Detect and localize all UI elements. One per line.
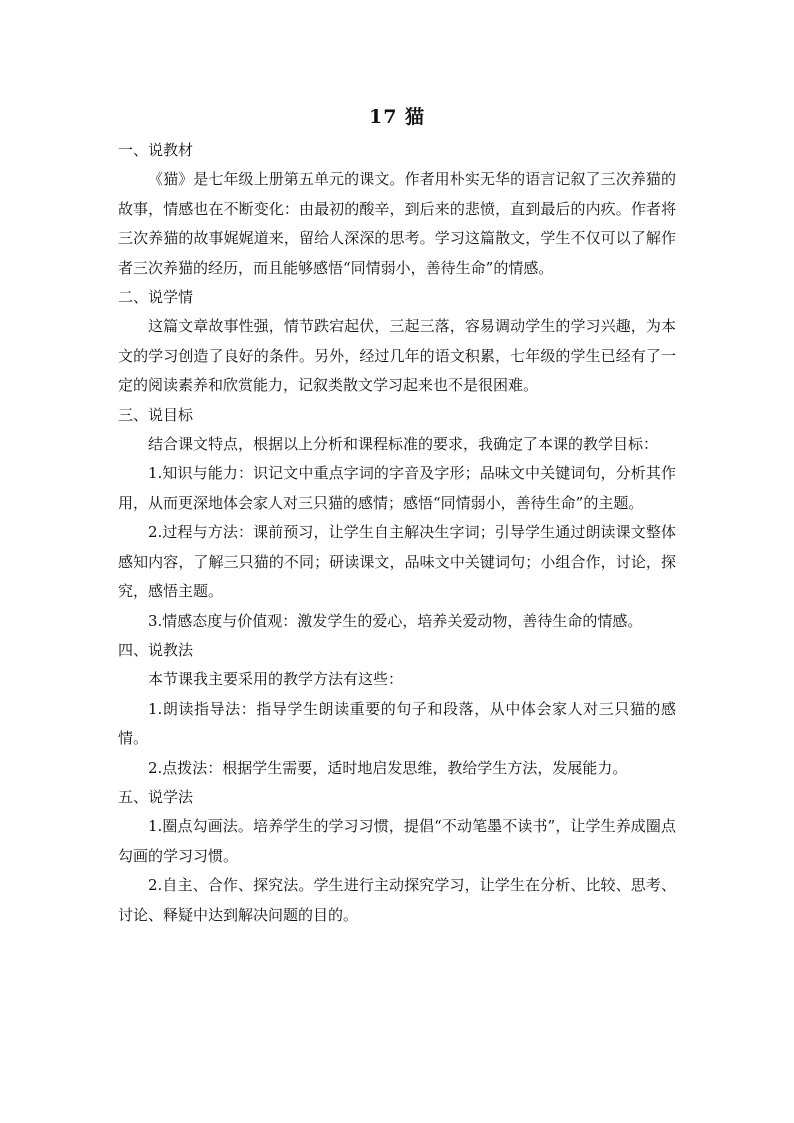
paragraph: 这篇文章故事性强，情节跌宕起伏，三起三落，容易调动学生的学习兴趣，为本文的学习创造了良好的条件。另外，经过几年的语文积累，七年级的学生已经有了一定的阅读素养和欣赏能力，记叙类散文学习起来也不是很困难。 [118, 317, 676, 395]
document-page [118, 102, 676, 930]
paragraph: 2.自主、合作、探究法。学生进行主动探究学习，让学生在分析、比较、思考、讨论、释疑中达到解决问题的目的。 [118, 876, 676, 924]
section-heading: 二、说学情 [118, 288, 194, 307]
paragraph: 2.点拨法：根据学生需要，适时地启发思维，教给学生方法，发展能力。 [148, 758, 628, 777]
section-heading: 五、说学法 [118, 787, 194, 806]
paragraph: 1.知识与能力：识记文中重点字词的字音及字形；品味文中关键词句，分析其作用，从而更深地体会家人对三只猫的感情；感悟“同情弱小，善待生命”的主题。 [118, 464, 676, 512]
paragraph: 本节课我主要采用的教学方法有这些： [148, 670, 404, 689]
section-students [118, 283, 676, 401]
section-objectives [118, 401, 676, 636]
section-heading: 四、说教法 [118, 640, 194, 659]
paragraph: 1.圈点勾画法。培养学生的学习习惯，提倡“不动笔墨不读书”，让学生养成圈点勾画的学习习惯。 [118, 817, 676, 865]
section-heading: 三、说目标 [118, 405, 194, 424]
paragraph: 《猫》是七年级上册第五单元的课文。作者用朴实无华的语言记叙了三次养猫的故事，情感也在不断变化：由最初的酸辛，到后来的悲愤，直到最后的内疚。作者将三次养猫的故事娓娓道来，留给人深深的思考。学习这篇散文，学生不仅可以了解作者三次养猫的经历，而且能够感悟“同情弱小，善待生命”的情感。 [118, 170, 676, 277]
paragraph: 2.过程与方法：课前预习，让学生自主解决生字词；引导学生通过朗读课文整体感知内容，了解三只猫的不同；研读课文，品味文中关键词句；小组合作，讨论，探究，感悟主题。 [118, 523, 676, 601]
paragraph: 结合课文特点，根据以上分析和课程标准的要求，我确定了本课的教学目标： [148, 435, 659, 454]
section-heading: 一、说教材 [118, 141, 194, 159]
document-title: 17 猫 [368, 106, 426, 128]
section-learning-methods [118, 783, 676, 930]
section-teaching-methods [118, 636, 676, 783]
paragraph: 3.情感态度与价值观：激发学生的爱心，培养关爱动物，善待生命的情感。 [148, 611, 643, 630]
paragraph: 1.朗读指导法：指导学生朗读重要的句子和段落，从中体会家人对三只猫的感情。 [118, 699, 676, 748]
section-textbook [118, 136, 676, 283]
